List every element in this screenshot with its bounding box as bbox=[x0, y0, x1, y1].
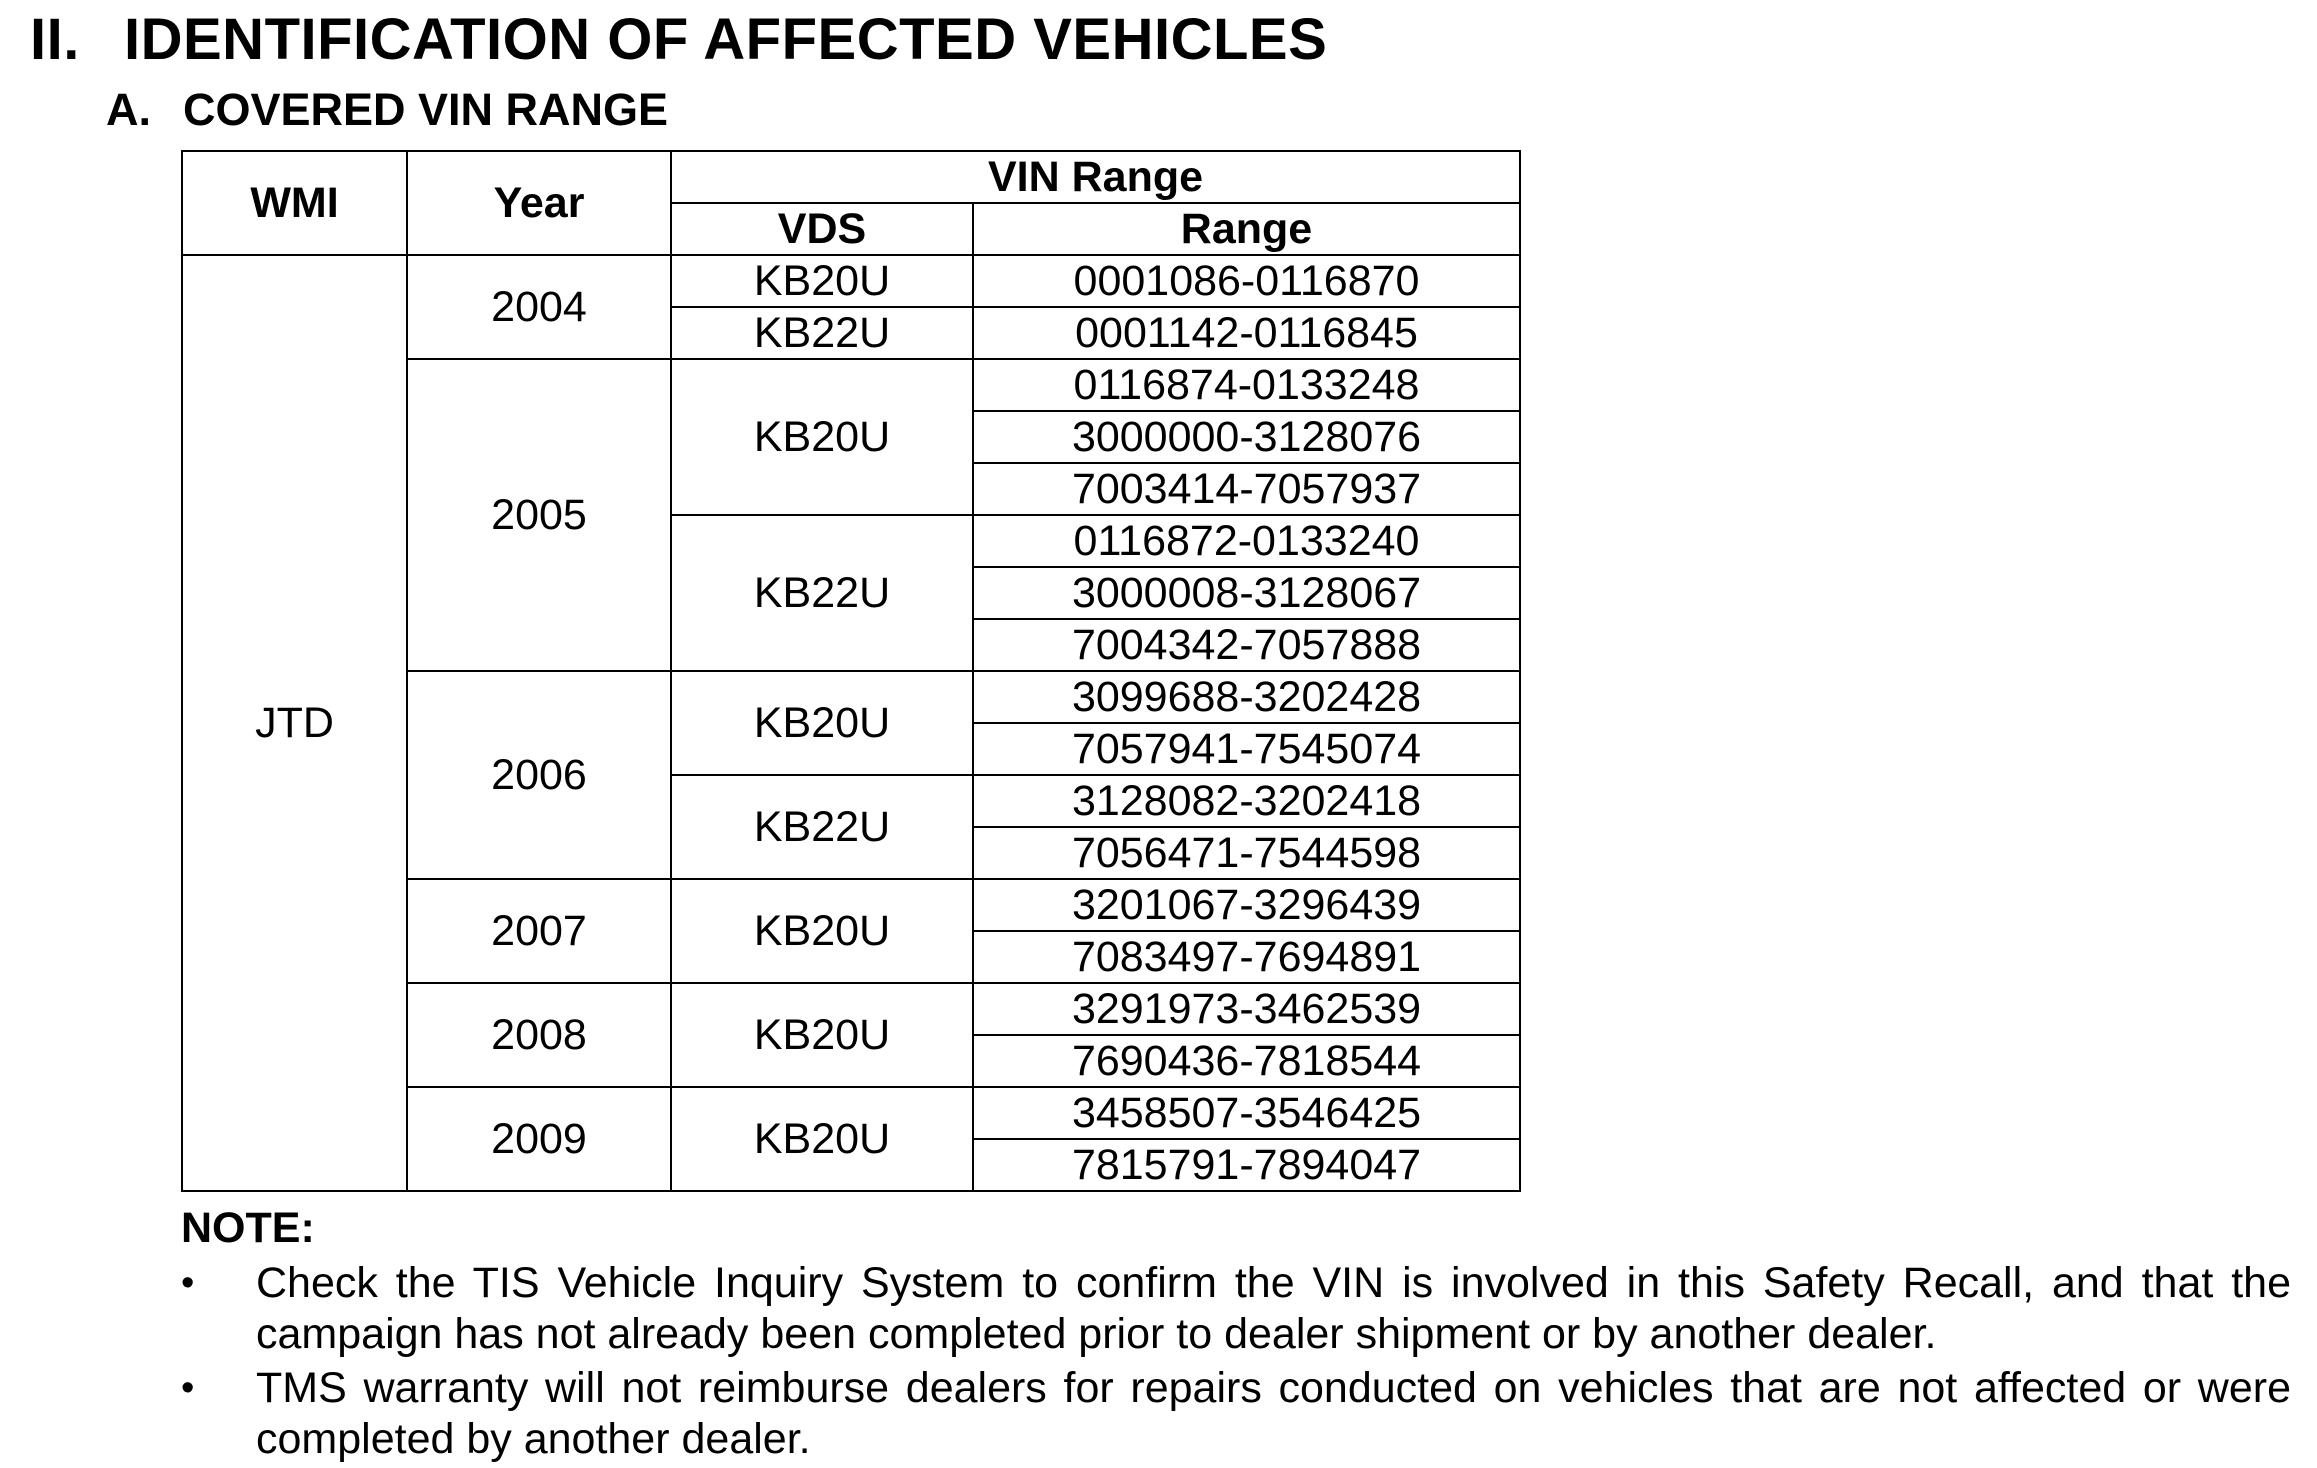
range-cell: 3099688-3202428 bbox=[973, 671, 1520, 723]
year-cell: 2004 bbox=[407, 255, 671, 359]
vds-cell: KB20U bbox=[671, 879, 973, 983]
range-cell: 7083497-7694891 bbox=[973, 931, 1520, 983]
note-item bbox=[181, 1258, 2291, 1360]
year-cell: 2005 bbox=[407, 359, 671, 671]
section-heading bbox=[30, 6, 1327, 73]
range-cell: 7690436-7818544 bbox=[973, 1035, 1520, 1087]
range-cell: 3000000-3128076 bbox=[973, 411, 1520, 463]
year-cell: 2006 bbox=[407, 671, 671, 879]
vds-cell: KB22U bbox=[671, 307, 973, 359]
note-item-text: TMS warranty will not reimburse dealers for repairs conducted on vehicles that are not affected or were completed by another dealer. bbox=[256, 1364, 2291, 1463]
range-cell: 0001142-0116845 bbox=[973, 307, 1520, 359]
range-cell: 0116874-0133248 bbox=[973, 359, 1520, 411]
section-number: II. bbox=[30, 7, 80, 72]
range-cell: 7003414-7057937 bbox=[973, 463, 1520, 515]
table-header-row bbox=[182, 151, 1520, 203]
range-cell: 7057941-7545074 bbox=[973, 723, 1520, 775]
table-row bbox=[182, 255, 1520, 307]
section-title: IDENTIFICATION OF AFFECTED VEHICLES bbox=[124, 7, 1328, 72]
vds-cell: KB20U bbox=[671, 359, 973, 515]
vds-cell: KB20U bbox=[671, 671, 973, 775]
note-item bbox=[181, 1363, 2291, 1465]
range-cell: 3000008-3128067 bbox=[973, 567, 1520, 619]
range-cell: 3128082-3202418 bbox=[973, 775, 1520, 827]
note-item-text: Check the TIS Vehicle Inquiry System to confirm the VIN is involved in this Safety Recall, and that the campaign has not already been completed prior to dealer shipment or by another dealer. bbox=[256, 1259, 2291, 1358]
range-cell: 7056471-7544598 bbox=[973, 827, 1520, 879]
vds-cell: KB22U bbox=[671, 775, 973, 879]
year-cell: 2008 bbox=[407, 983, 671, 1087]
range-cell: 7815791-7894047 bbox=[973, 1139, 1520, 1191]
wmi-cell: JTD bbox=[182, 255, 407, 1191]
bullet-icon: • bbox=[181, 1367, 195, 1409]
range-cell: 3291973-3462539 bbox=[973, 983, 1520, 1035]
range-cell: 7004342-7057888 bbox=[973, 619, 1520, 671]
header-vin-range: VIN Range bbox=[671, 151, 1520, 203]
range-cell: 3201067-3296439 bbox=[973, 879, 1520, 931]
header-wmi: WMI bbox=[182, 151, 407, 255]
header-range: Range bbox=[973, 203, 1520, 255]
note-list bbox=[181, 1258, 2291, 1468]
year-cell: 2007 bbox=[407, 879, 671, 983]
range-cell: 3458507-3546425 bbox=[973, 1087, 1520, 1139]
vds-cell: KB22U bbox=[671, 515, 973, 671]
bullet-icon: • bbox=[181, 1262, 195, 1304]
subsection-letter: A. bbox=[106, 84, 151, 135]
range-cell: 0116872-0133240 bbox=[973, 515, 1520, 567]
subsection-heading bbox=[106, 84, 668, 136]
vds-cell: KB20U bbox=[671, 983, 973, 1087]
header-vds: VDS bbox=[671, 203, 973, 255]
range-cell: 0001086-0116870 bbox=[973, 255, 1520, 307]
year-cell: 2009 bbox=[407, 1087, 671, 1191]
vds-cell: KB20U bbox=[671, 255, 973, 307]
vin-range-table bbox=[181, 150, 1521, 1192]
vds-cell: KB20U bbox=[671, 1087, 973, 1191]
subsection-title: COVERED VIN RANGE bbox=[183, 84, 669, 135]
header-year: Year bbox=[407, 151, 671, 255]
note-heading: NOTE: bbox=[181, 1204, 315, 1252]
